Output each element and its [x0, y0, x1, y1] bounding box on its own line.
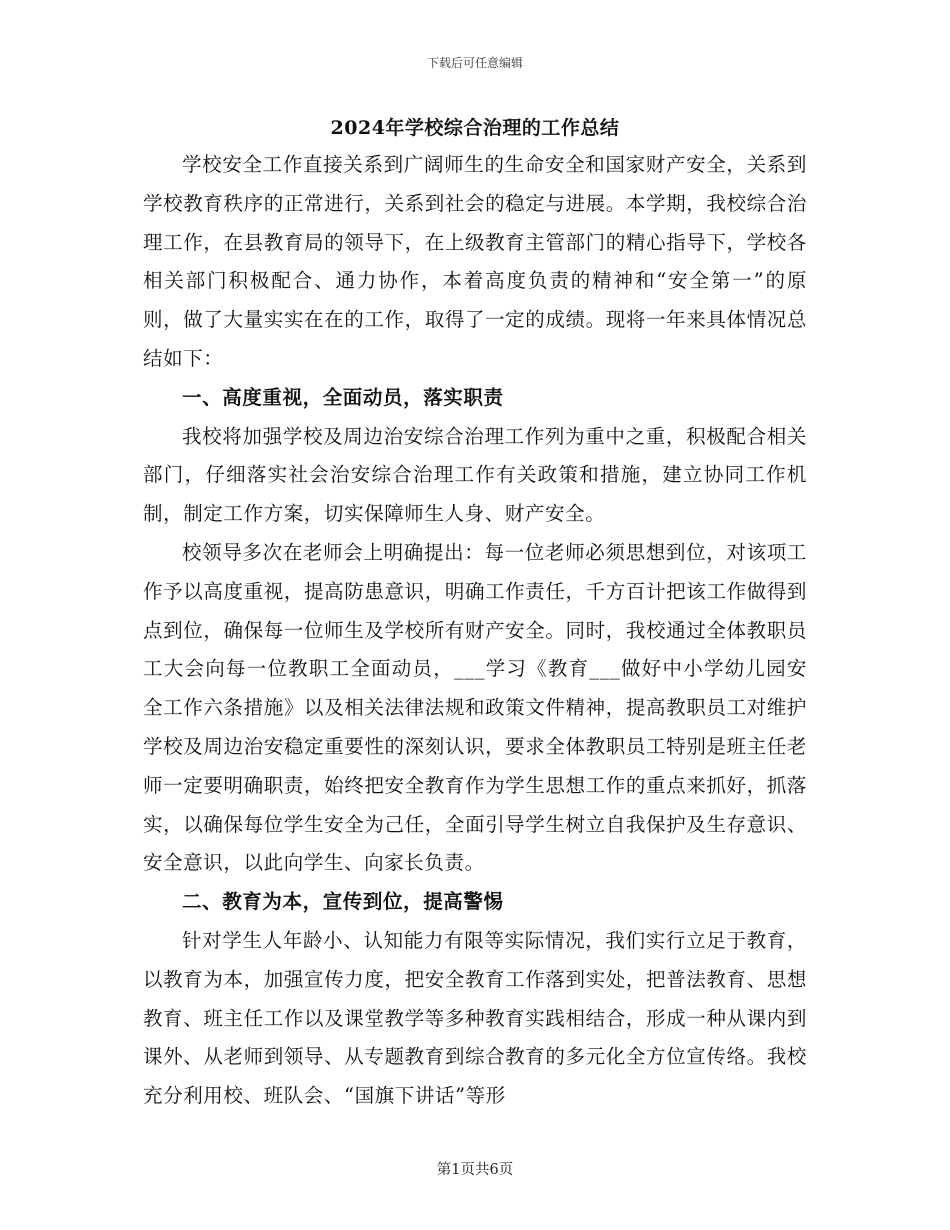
section-1-paragraph-1: 我校将加强学校及周边治安综合治理工作列为重中之重，积极配合相关部门，仔细落实社会治安综合治理工作有关政策和措施，建立协同工作机制，制定工作方案，切实保障师生人身、财产安全。	[143, 424, 807, 526]
header-note: 下载后可任意编辑	[426, 56, 523, 70]
section-1-paragraph-2: 校领导多次在老师会上明确提出：每一位老师必须思想到位，对该项工作予以高度重视，提高防患意识，明确工作责任，千方百计把该工作做得到点到位，确保每一位师生及学校所有财产安全。同时，我校通过全体教职员工大会向每一位教职工全面动员，___学习《教育___做好中小学幼儿园安全工作六条措施》以及相关法律法规和政策文件精神，提高教职员工对维护学校及周边治安稳定重要性的深刻认识，要求全体教职员工特别是班主任老师一定要明确职责，始终把安全教育作为学生思想工作的重点来抓好，抓落实，以确保每位学生安全为己任，全面引导学生树立自我保护及生存意识、安全意识，以此向学生、向家长负责。	[143, 540, 807, 875]
section-1-heading: 一、高度重视，全面动员，落实职责	[182, 385, 504, 409]
page-number-footer: 第1页共6页	[436, 1162, 514, 1178]
document-title: 2024年学校综合治理的工作总结	[330, 117, 620, 139]
document-body	[143, 146, 807, 1116]
section-2-heading: 二、教育为本，宣传到位，提高警惕	[182, 890, 504, 914]
intro-paragraph: 学校安全工作直接关系到广阔师生的生命安全和国家财产安全，关系到学校教育秩序的正常进行，关系到社会的稳定与进展。本学期，我校综合治理工作，在县教育局的领导下，在上级教育主管部门的精心指导下，学校各相关部门积极配合、通力协作，本着高度负责的精神和“安全第一”的原则，做了大量实实在在的工作，取得了一定的成绩。现将一年来具体情况总结如下：	[143, 153, 807, 370]
section-2-paragraph-1: 针对学生人年龄小、认知能力有限等实际情况，我们实行立足于教育，以教育为本，加强宣传力度，把安全教育工作落到实处，把普法教育、思想教育、班主任工作以及课堂教学等多种教育实践相结合，形成一种从课内到课外、从老师到领导、从专题教育到综合教育的多元化全方位宣传络。我校充分利用校、班队会、“国旗下讲话”等形	[143, 928, 807, 1108]
